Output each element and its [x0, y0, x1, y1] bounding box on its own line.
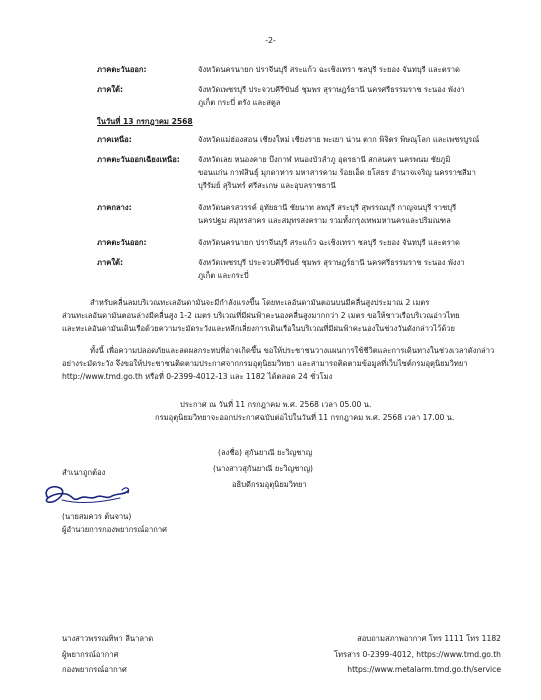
paragraph-line: http://www.tmd.go.th หรือที่ 0-2399-4012-13 และ 1182 ได้ตลอด 24 ชั่วโมง — [62, 372, 333, 381]
paragraph-line: และทะเลอันดามันเดินเรือด้วยความระมัดระวังและหลีกเลี่ยงการเดินเรือในบริเวณที่มีฝนฟ้าคะนองในช่วงวันดังกล่าวไว้ด้วย — [62, 324, 455, 333]
copy-label: สำเนาถูกต้อง — [62, 468, 106, 477]
footer-contact-fax: โทรสาร 0-2399-4012, https://www.tmd.go.th — [333, 650, 501, 659]
paragraph-line: อย่างระมัดระวัง จึงขอให้ประชาชนติดตามประกาศจากกรมอุตุนิยมวิทยา และสามารถติดตามข้อมูลที่เว็บไซต์กรมอุตุนิยมวิทยา — [62, 359, 468, 368]
date-heading: ในวันที่ 13 กรกฎาคม 2568 — [97, 117, 193, 126]
region-label-northeast: ภาคตะวันออกเฉียงเหนือ: — [97, 155, 180, 164]
copy-title: ผู้อำนวยการกองพยากรณ์อากาศ — [62, 525, 167, 534]
region-line: ภูเก็ต และกระบี่ — [198, 271, 249, 280]
region-line: จังหวัดเพชรบุรี ประจวบคีรีขันธ์ ชุมพร สุราษฎร์ธานี นครศรีธรรมราช ระนอง พังงา — [198, 258, 465, 267]
region-provinces-south-2 — [198, 256, 465, 282]
footer-author-role: ผู้พยากรณ์อากาศ — [62, 650, 119, 659]
announce-line: ประกาศ ณ วันที่ 11 กรกฎาคม พ.ศ. 2568 เวลา 05.00 น. — [180, 400, 372, 409]
region-line: จังหวัดแม่ฮ่องสอน เชียงใหม่ เชียงราย พะเยา น่าน ตาก พิจิตร พิษณุโลก และเพชรบูรณ์ — [198, 135, 480, 144]
region-provinces-east-2 — [198, 236, 460, 249]
region-label-east: ภาคตะวันออก: — [97, 65, 147, 74]
region-label-central: ภาคกลาง: — [97, 203, 132, 212]
region-line: จังหวัดนครนายก ปราจีนบุรี สระแก้ว ฉะเชิงเทรา ชลบุรี ระยอง จันทบุรี และตราด — [198, 65, 460, 74]
footer-contact-link[interactable]: https://www.metalarm.tmd.go.th/service — [347, 665, 501, 674]
page-number: -2- — [265, 36, 276, 45]
region-line: จังหวัดนครสวรรค์ อุทัยธานี ชัยนาท ลพบุรี สระบุรี สุพรรณบุรี กาญจนบุรี ราชบุรี — [198, 203, 457, 212]
signer-signed: (ลงชื่อ) สุกันยาณี ยะวิญชาญ — [218, 448, 313, 457]
region-provinces-east — [198, 63, 460, 76]
region-label-north: ภาคเหนือ: — [97, 135, 132, 144]
region-provinces-central — [198, 201, 456, 227]
region-label-south: ภาคใต้: — [97, 85, 124, 94]
paragraph-line: สำหรับคลื่นลมบริเวณทะเลอันดามันจะมีกำลังแรงขึ้น โดยทะเลอันดามันตอนบนมีคลื่นสูงประมาณ 2 เมตร — [90, 298, 430, 307]
region-provinces-northeast — [198, 153, 476, 192]
region-line: บุรีรัมย์ สุรินทร์ ศรีสะเกษ และอุบลราชธานี — [198, 181, 336, 190]
paragraph-line: ส่วนทะเลอันดามันตอนล่างมีคลื่นสูง 1-2 เมตร บริเวณที่มีฝนฟ้าคะนองคลื่นสูงมากกว่า 2 เมตร ขอให้ชาวเรือบริเวณอ่าวไทย — [62, 311, 460, 320]
region-label-east-2: ภาคตะวันออก: — [97, 238, 147, 247]
footer-contact-phone: สอบถามสภาพอากาศ โทร 1111 โทร 1182 — [357, 634, 501, 643]
signer-name: (นางสาวสุกันยาณี ยะวิญชาญ) — [213, 464, 313, 473]
footer-author: นางสาวพรรณทิพา ลีนาลาด — [62, 634, 154, 643]
region-line: จังหวัดเพชรบุรี ประจวบคีรีขันธ์ ชุมพร สุราษฎร์ธานี นครศรีธรรมราช ระนอง พังงา — [198, 85, 465, 94]
signer-title: อธิบดีกรมอุตุนิยมวิทยา — [232, 480, 307, 489]
paragraph-line: ทั้งนี้ เพื่อความปลอดภัยและลดผลกระทบที่อาจเกิดขึ้น ขอให้ประชาชนวางแผนการใช้ชีวิตและการเดินทางในช่วงเวลาดังกล่าว — [90, 346, 495, 355]
region-line: ขอนแก่น กาฬสินธุ์ มุกดาหาร มหาสารคาม ร้อยเอ็ด ยโสธร อำนาจเจริญ นครราชสีมา — [198, 168, 476, 177]
region-line: จังหวัดนครนายก ปราจีนบุรี สระแก้ว ฉะเชิงเทรา ชลบุรี ระยอง จันทบุรี และตราด — [198, 238, 460, 247]
next-announce-line: กรมอุตุนิยมวิทยาจะออกประกาศฉบับต่อไปในวันที่ 11 กรกฎาคม พ.ศ. 2568 เวลา 17.00 น. — [155, 413, 455, 422]
region-label-south-2: ภาคใต้: — [97, 258, 124, 267]
footer-author-dept: กองพยากรณ์อากาศ — [62, 665, 127, 674]
signature-image — [38, 478, 138, 510]
region-provinces-north — [198, 133, 479, 146]
region-line: จังหวัดเลย หนองคาย บึงกาฬ หนองบัวลำภู อุดรธานี สกลนคร นครพนม ชัยภูมิ — [198, 155, 451, 164]
copy-name: (นายสมควร ต้นจาน) — [62, 512, 132, 521]
region-line: ภูเก็ต กระบี่ ตรัง และสตูล — [198, 98, 281, 107]
region-line: นครปฐม สมุทรสาคร และสมุทรสงคราม รวมทั้งกรุงเทพมหานครและปริมณฑล — [198, 216, 451, 225]
region-provinces-south — [198, 83, 465, 109]
